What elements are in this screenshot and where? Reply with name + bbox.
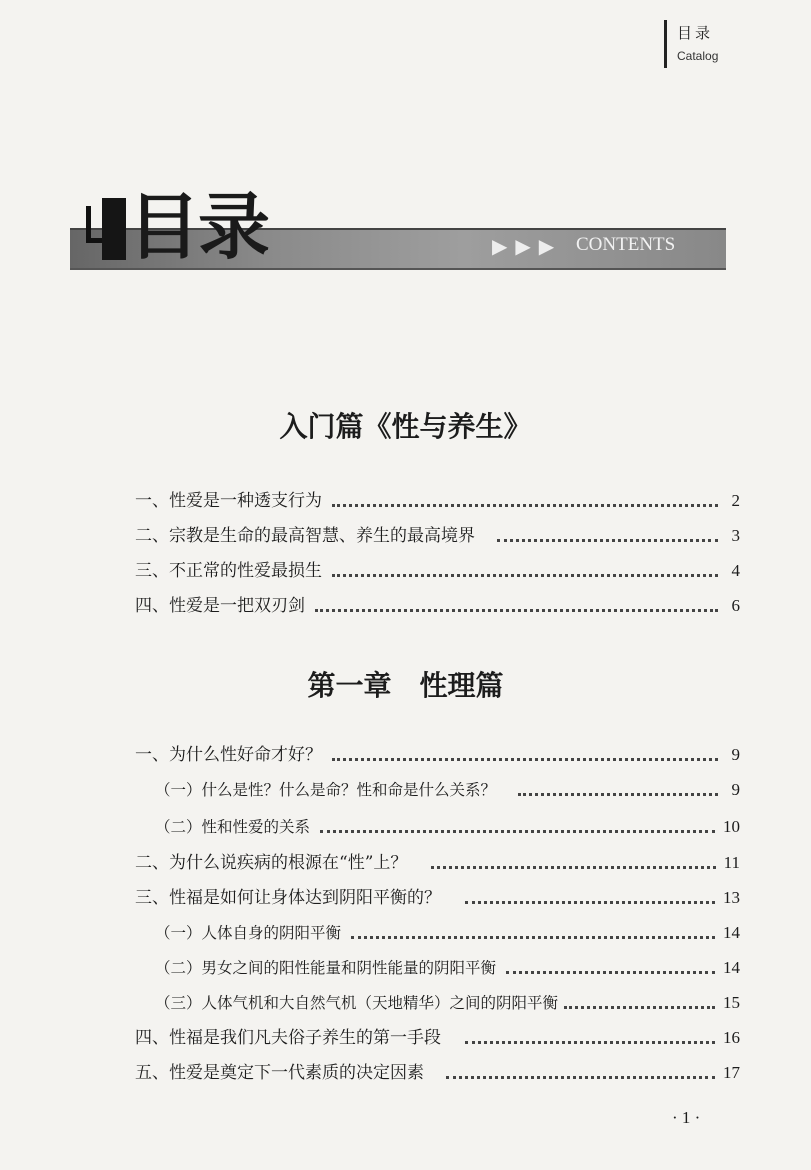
- toc-entry-title: 二、宗教是生命的最高智慧、养生的最高境界: [135, 526, 475, 546]
- toc-entry-title: 四、性爱是一把双刃剑: [135, 596, 305, 616]
- header-title-en: Catalog: [677, 49, 719, 63]
- toc-entry-title: 一、性爱是一种透支行为: [135, 491, 322, 511]
- toc-entry-page: 13: [723, 888, 740, 907]
- toc-entry[interactable]: [135, 521, 740, 547]
- toc-entry-page: 14: [723, 923, 740, 942]
- toc-entry[interactable]: [135, 740, 740, 766]
- toc-entry[interactable]: [135, 1023, 740, 1049]
- toc-entry[interactable]: [135, 1058, 740, 1084]
- toc-entry-page: 16: [723, 1028, 740, 1047]
- toc-entry-page: 15: [723, 993, 740, 1012]
- arrow-icons: ▶▶▶: [492, 234, 563, 258]
- toc-entry-title: 四、性福是我们凡夫俗子养生的第一手段: [135, 1028, 441, 1048]
- header-title-cn: 目录: [677, 24, 714, 42]
- banner-subtitle: CONTENTS: [576, 234, 676, 255]
- toc-entry[interactable]: [135, 848, 740, 874]
- toc-entry[interactable]: [135, 591, 740, 617]
- toc-entry-page: 17: [723, 1063, 740, 1082]
- toc-entry-page: 4: [731, 561, 740, 580]
- toc-entry[interactable]: [155, 775, 740, 801]
- toc-entry[interactable]: [155, 812, 740, 838]
- toc-entry-page: 10: [723, 817, 740, 836]
- toc-entry-page: 11: [723, 853, 740, 872]
- toc-entry-page: 3: [731, 526, 740, 545]
- page-number: · 1 ·: [672, 1108, 701, 1127]
- toc-entry[interactable]: [135, 486, 740, 512]
- toc-entry[interactable]: [155, 918, 740, 944]
- toc-entry[interactable]: [155, 988, 740, 1014]
- toc-entry[interactable]: [135, 556, 740, 582]
- section-heading-chapter1: 第一章 性理篇: [307, 669, 504, 702]
- toc-entry-title: （二）性和性爱的关系: [155, 818, 311, 836]
- toc-entry-page: 6: [731, 596, 740, 615]
- toc-entry-title: （一）人体自身的阴阳平衡: [155, 924, 342, 942]
- toc-entry-title: 五、性爱是奠定下一代素质的决定因素: [135, 1063, 424, 1083]
- section-heading-intro: 入门篇《性与养生》: [279, 410, 532, 443]
- toc-entry[interactable]: [155, 953, 740, 979]
- toc-entry-page: 2: [731, 491, 740, 510]
- toc-entry[interactable]: [135, 883, 740, 909]
- running-header: [664, 20, 718, 68]
- toc-entry-page: 14: [723, 958, 740, 977]
- banner-block: [102, 198, 126, 260]
- toc-entry-title: （二）男女之间的阳性能量和阴性能量的阴阳平衡: [155, 959, 497, 977]
- toc-entry-page: 9: [731, 745, 740, 764]
- toc-entry-title: 一、为什么性好命才好？: [135, 745, 322, 765]
- toc-entry-title: （三）人体气机和大自然气机（天地精华）之间的阴阳平衡: [155, 994, 559, 1012]
- toc-entry-title: 二、为什么说疾病的根源在“性”上？: [135, 853, 408, 873]
- toc-entry-page: 9: [731, 780, 740, 799]
- banner-title: 目录: [128, 185, 269, 269]
- toc-entry-title: 三、不正常的性爱最损生: [135, 561, 322, 581]
- toc-entry-title: 三、性福是如何让身体达到阴阳平衡的？: [135, 888, 441, 908]
- toc-entry-title: （一）什么是性？什么是命？性和命是什么关系？: [155, 781, 497, 799]
